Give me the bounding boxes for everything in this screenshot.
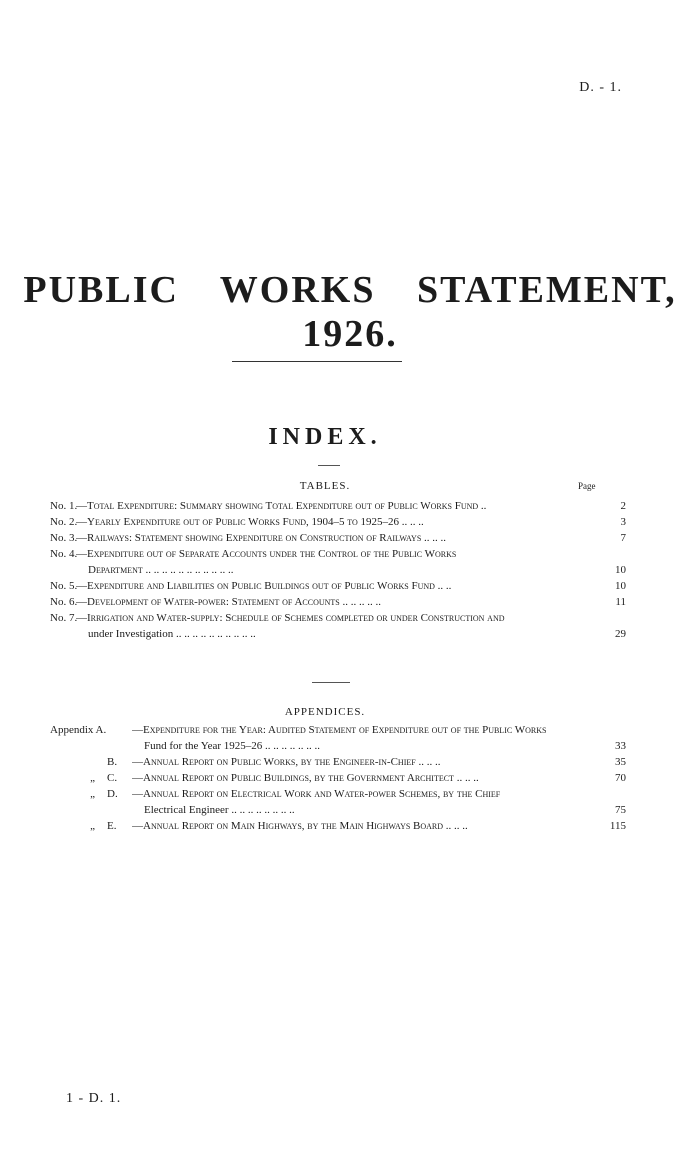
appendix-title: —Annual Report on Public Works, by the Engineer-in-Chief .. .. ..	[132, 756, 441, 768]
table-title: —Railways: Statement showing Expenditure on Construction of Railways .. .. ..	[76, 532, 447, 544]
page-number: 10	[615, 580, 626, 592]
table-entry	[50, 594, 630, 610]
table-title: —Expenditure out of Separate Accounts under the Control of the Public Works	[76, 548, 457, 560]
tables-heading: TABLES.	[299, 480, 351, 492]
table-title: —Expenditure and Liabilities on Public Buildings out of Public Works Fund .. ..	[76, 580, 452, 592]
page-title: PUBLIC WORKS STATEMENT, 1926.	[23, 269, 677, 355]
table-entry	[50, 514, 630, 530]
appendix-label: D.	[107, 788, 118, 800]
appendix-title: —Annual Report on Public Buildings, by the Government Architect .. .. ..	[132, 772, 479, 784]
table-title: —Irrigation and Water-supply: Schedule of Schemes completed or under Construction and	[76, 612, 505, 624]
appendix-label: E.	[107, 820, 117, 832]
appendix-title: —Annual Report on Main Highways, by the Main Highways Board .. .. ..	[132, 820, 468, 832]
table-number: No. 2.	[50, 516, 78, 528]
table-number: No. 5.	[50, 580, 78, 592]
table-number: No. 7.	[50, 612, 78, 624]
title-divider	[232, 361, 402, 362]
page-number: 33	[615, 740, 626, 752]
tables-list	[50, 498, 630, 642]
table-number: No. 1.	[50, 500, 78, 512]
table-entry	[50, 546, 630, 578]
index-heading: INDEX.	[268, 424, 382, 450]
page-number: 29	[615, 628, 626, 640]
ditto-mark: „	[90, 788, 95, 800]
page-number: 10	[615, 564, 626, 576]
table-title: —Development of Water-power: Statement of Accounts .. .. .. .. ..	[76, 596, 381, 608]
appendix-label: Appendix A.	[50, 724, 107, 736]
page-number: 11	[615, 596, 626, 608]
table-number: No. 6.	[50, 596, 78, 608]
appendix-entry	[50, 722, 630, 754]
table-entry	[50, 578, 630, 594]
page-number: 70	[615, 772, 626, 784]
appendix-label: C.	[107, 772, 118, 784]
appendix-title-continued: Fund for the Year 1925–26 .. .. .. .. .. .. ..	[144, 740, 320, 752]
section-divider	[312, 682, 350, 683]
appendix-entry	[50, 818, 630, 834]
table-number: No. 4.	[50, 548, 78, 560]
page-number: 115	[609, 820, 626, 832]
page-number: 2	[620, 500, 626, 512]
appendix-label: B.	[107, 756, 118, 768]
table-entry	[50, 530, 630, 546]
table-title-continued: under Investigation .. .. .. .. .. .. .. .. .. ..	[88, 628, 256, 640]
table-title-continued: Department .. .. .. .. .. .. .. .. .. .. ..	[88, 564, 234, 576]
appendix-entry	[50, 770, 630, 786]
ditto-mark: „	[90, 772, 95, 784]
table-title: —Yearly Expenditure out of Public Works Fund, 1904–5 to 1925–26 .. .. ..	[76, 516, 424, 528]
page-number: 3	[620, 516, 626, 528]
page-column-label: Page	[578, 481, 596, 491]
appendix-title: —Expenditure for the Year: Audited Statement of Expenditure out of the Public Works	[132, 724, 547, 736]
table-title: —Total Expenditure: Summary showing Total Expenditure out of Public Works Fund ..	[76, 500, 487, 512]
appendix-entry	[50, 786, 630, 818]
appendix-entry	[50, 754, 630, 770]
footer-reference: 1 - D. 1.	[66, 1091, 122, 1106]
appendices-heading: APPENDICES.	[284, 706, 366, 718]
appendix-title: —Annual Report on Electrical Work and Water-power Schemes, by the Chief	[132, 788, 501, 800]
ditto-mark: „	[90, 820, 95, 832]
table-entry	[50, 610, 630, 642]
page-number: 75	[615, 804, 626, 816]
table-number: No. 3.	[50, 532, 78, 544]
table-entry	[50, 498, 630, 514]
document-reference: D. - 1.	[579, 80, 622, 95]
page-number: 7	[620, 532, 626, 544]
appendices-list	[50, 722, 630, 834]
index-divider	[318, 465, 340, 466]
page-number: 35	[615, 756, 626, 768]
appendix-title-continued: Electrical Engineer .. .. .. .. .. .. .. ..	[144, 804, 295, 816]
